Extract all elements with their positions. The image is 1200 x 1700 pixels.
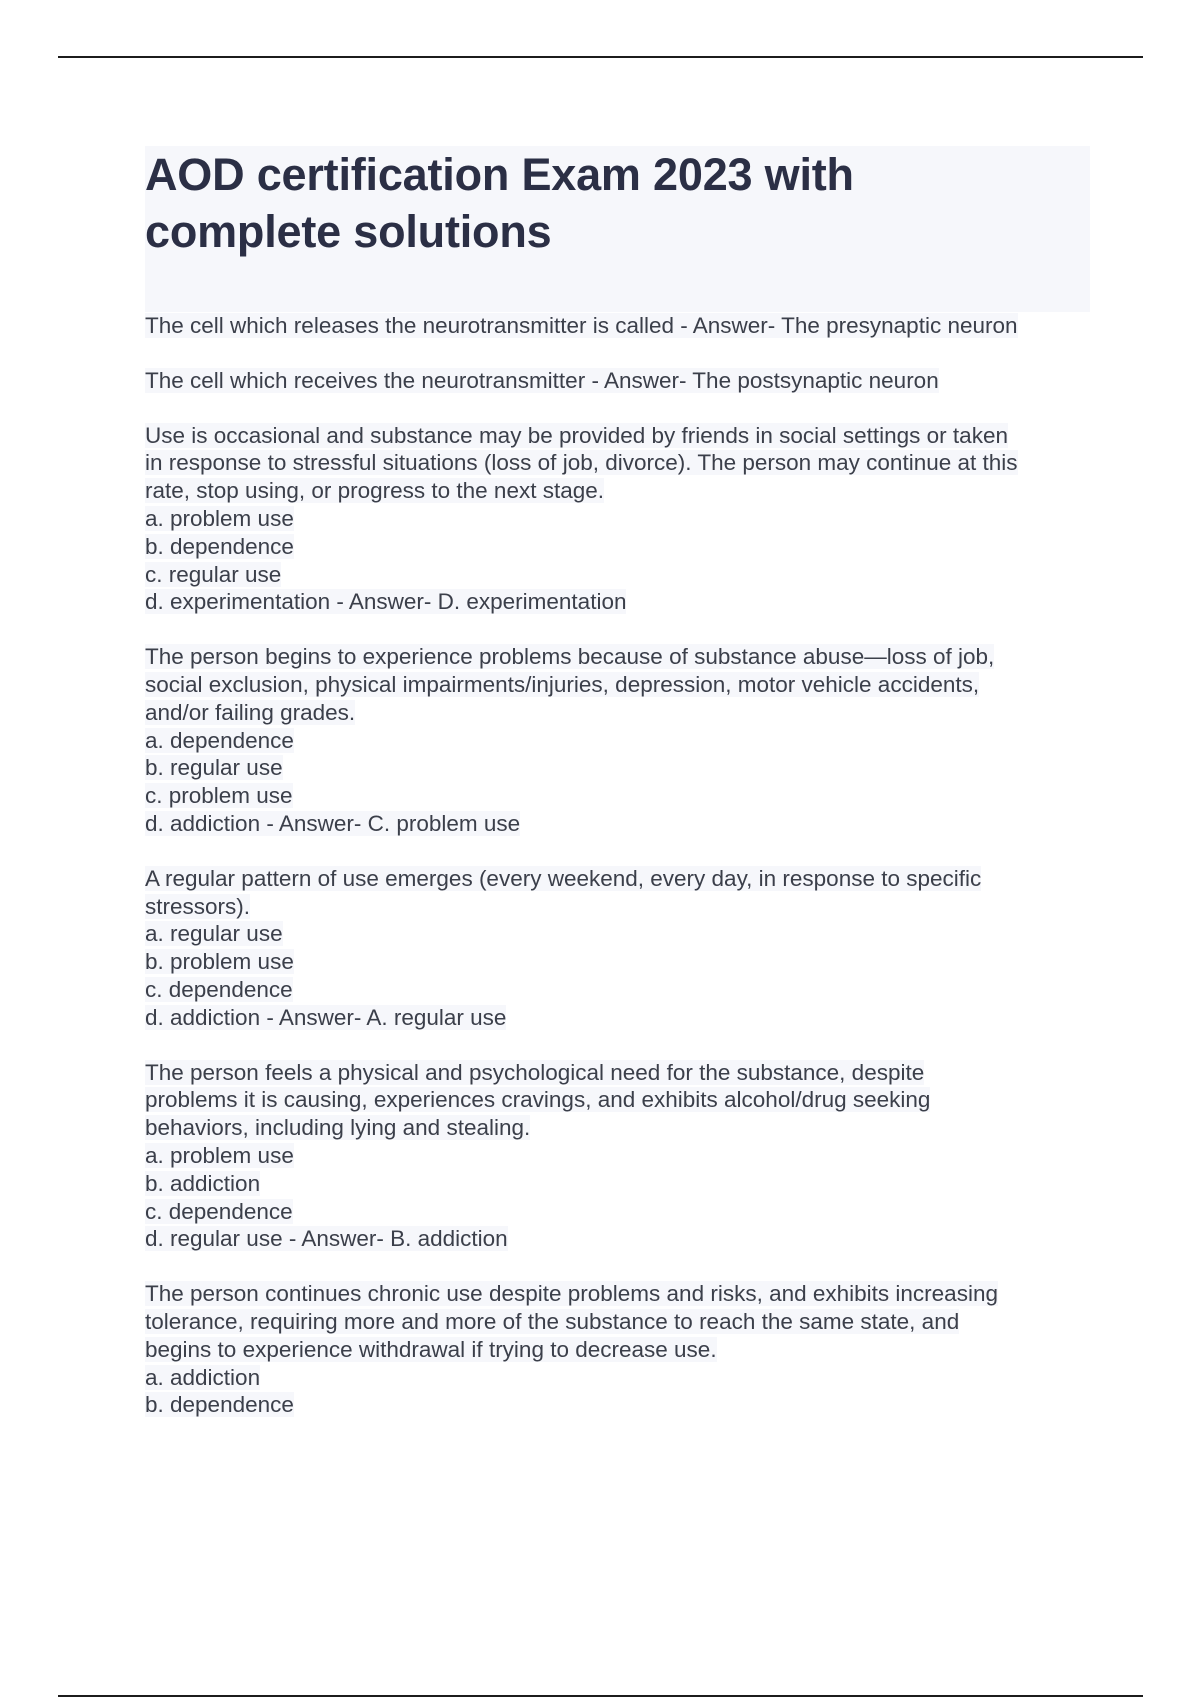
qa-line [145, 1308, 1090, 1336]
qa-line [145, 948, 1090, 976]
qa-line [145, 976, 1090, 1004]
qa-line [145, 699, 1090, 727]
qa-line [145, 1391, 1090, 1419]
qa-line-text: begins to experience withdrawal if trying to decrease use. [145, 1336, 717, 1362]
qa-line-text: a. problem use [145, 1142, 294, 1168]
qa-item [145, 643, 1090, 838]
qa-line-text: behaviors, including lying and stealing. [145, 1115, 531, 1141]
bottom-rule [58, 1695, 1143, 1697]
qa-line-text: The cell which releases the neurotransmitter is called - Answer- The presynaptic neuron [145, 313, 1018, 338]
qa-line [145, 893, 1090, 921]
qa-line-text: tolerance, requiring more and more of the substance to reach the same state, and [145, 1308, 960, 1334]
qa-line [145, 810, 1090, 838]
qa-line [145, 920, 1090, 948]
qa-line-text: c. dependence [145, 976, 293, 1002]
qa-line [145, 533, 1090, 561]
qa-line-text: social exclusion, physical impairments/injuries, depression, motor vehicle accidents, [145, 671, 980, 697]
qa-line-text: The person feels a physical and psychological need for the substance, despite [145, 1059, 925, 1085]
qa-line-text: stressors). [145, 893, 251, 919]
qa-line-text: b. addiction [145, 1170, 261, 1196]
qa-line-text: d. addiction - Answer- A. regular use [145, 1004, 507, 1030]
qa-line-text: The person continues chronic use despite problems and risks, and exhibits increasing [145, 1281, 998, 1307]
qa-line [145, 505, 1090, 533]
qa-item [145, 367, 1090, 395]
qa-line-text: d. addiction - Answer- C. problem use [145, 810, 521, 836]
qa-line-text: The cell which receives the neurotransmitter - Answer- The postsynaptic neuron [145, 367, 939, 393]
question-list [145, 312, 1090, 1419]
qa-line [145, 422, 1090, 450]
qa-line-text: rate, stop using, or progress to the next stage. [145, 478, 605, 504]
qa-line [145, 1114, 1090, 1142]
qa-line [145, 1059, 1090, 1087]
qa-line [145, 643, 1090, 671]
qa-line-text: c. regular use [145, 561, 282, 587]
qa-line [145, 477, 1090, 505]
document-title [145, 146, 1090, 260]
qa-line-text: The person begins to experience problems because of substance abuse—loss of job, [145, 644, 995, 670]
qa-line-text: A regular pattern of use emerges (every weekend, every day, in response to specific [145, 865, 982, 891]
qa-line-text: c. dependence [145, 1198, 293, 1224]
qa-line-text: Use is occasional and substance may be provided by friends in social settings or taken [145, 422, 1008, 448]
qa-line-text: a. problem use [145, 505, 294, 531]
qa-item [145, 1280, 1090, 1419]
qa-line [145, 561, 1090, 589]
qa-line-text: c. problem use [145, 783, 293, 809]
qa-item [145, 312, 1090, 340]
qa-line [145, 727, 1090, 755]
qa-line-text: in response to stressful situations (loss of job, divorce). The person may continue at this [145, 450, 1018, 476]
qa-item [145, 865, 1090, 1032]
qa-line [145, 588, 1090, 616]
qa-line [145, 782, 1090, 810]
qa-line-text: d. regular use - Answer- B. addiction [145, 1226, 508, 1252]
title-line: complete solutions [145, 206, 552, 257]
top-rule [58, 56, 1143, 58]
title-block [145, 146, 1090, 312]
qa-line [145, 1198, 1090, 1226]
qa-line [145, 1004, 1090, 1032]
qa-line-text: a. regular use [145, 921, 283, 947]
title-line: AOD certification Exam 2023 with [145, 149, 854, 200]
qa-line-text: a. addiction [145, 1364, 261, 1390]
qa-item [145, 1059, 1090, 1254]
qa-line [145, 312, 1090, 340]
qa-item [145, 422, 1090, 617]
qa-line-text: and/or failing grades. [145, 699, 356, 725]
qa-line [145, 1225, 1090, 1253]
qa-line-text: b. dependence [145, 1392, 294, 1418]
qa-line-text: a. dependence [145, 727, 294, 753]
qa-line-text: d. experimentation - Answer- D. experimentation [145, 589, 627, 615]
qa-line-text: b. dependence [145, 533, 294, 559]
qa-line [145, 1142, 1090, 1170]
qa-line [145, 1170, 1090, 1198]
qa-line [145, 1364, 1090, 1392]
qa-line [145, 671, 1090, 699]
document-body [145, 146, 1090, 1446]
qa-line [145, 1280, 1090, 1308]
qa-line [145, 1336, 1090, 1364]
qa-line-text: problems it is causing, experiences cravings, and exhibits alcohol/drug seeking [145, 1087, 931, 1113]
qa-line [145, 865, 1090, 893]
qa-line [145, 367, 1090, 395]
qa-line-text: b. problem use [145, 949, 294, 975]
qa-line [145, 1086, 1090, 1114]
qa-line [145, 449, 1090, 477]
qa-line [145, 754, 1090, 782]
qa-line-text: b. regular use [145, 755, 283, 781]
